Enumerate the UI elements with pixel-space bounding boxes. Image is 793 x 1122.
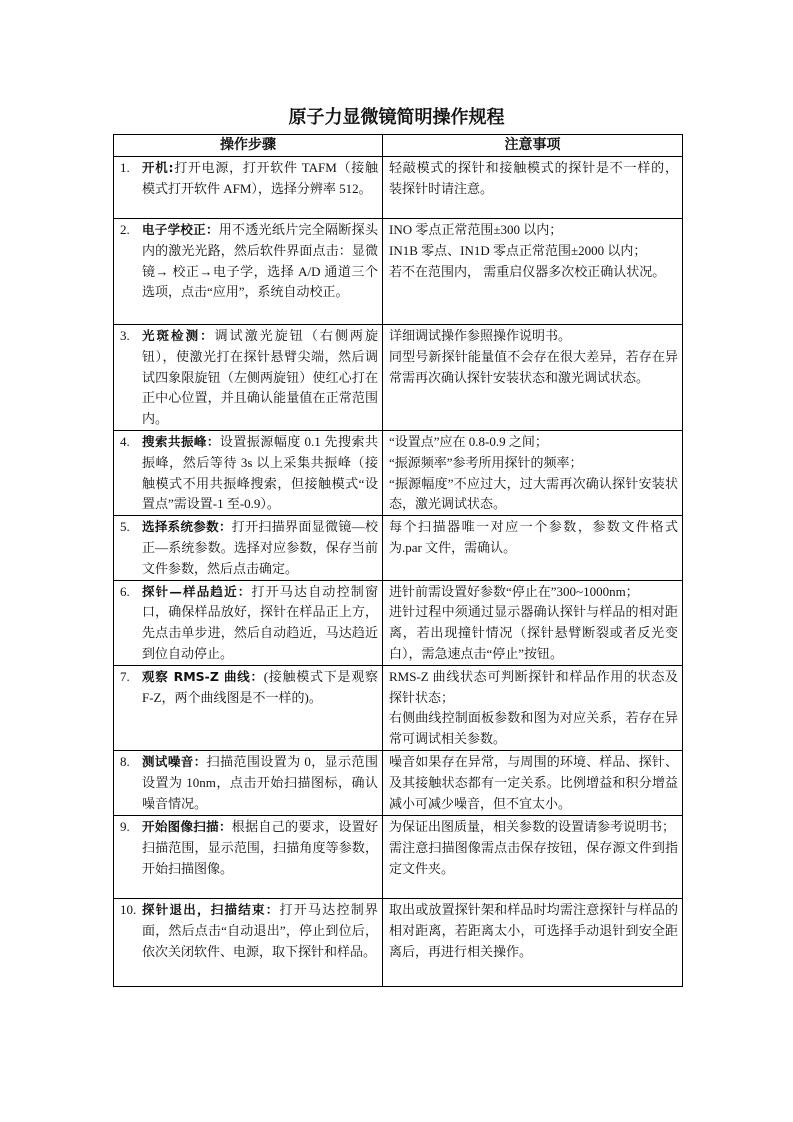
table-row: [114, 815, 683, 898]
notes-cell: [383, 157, 683, 219]
step: [120, 517, 378, 579]
note-line: “振源频率”参考所用探针的频率；: [389, 454, 583, 470]
table-row: [114, 665, 683, 750]
notes-cell: [383, 325, 683, 431]
step-title: 开机: [142, 160, 169, 175]
step: [120, 326, 378, 430]
note-line: 若不在范围内， 需重启仪器多次校正确认状况。: [389, 263, 666, 279]
step-text: 打开马达自动控制窗口，确保样品放好，探针在样品正上方，先点击单步进，然后自动趋近，马达趋近到位自动停止。: [142, 583, 378, 661]
step-cell: [114, 325, 383, 431]
note-line: “振源幅度”不应过大，过大需再次确认探针安装状态，激光调试状态。: [389, 475, 678, 512]
step-text: (接触模式下是观察 F-Z，两个曲线图是不一样的)。: [142, 668, 378, 705]
procedure-table: [113, 134, 683, 987]
table-row: [114, 516, 683, 580]
table-row: [114, 157, 683, 219]
note-line: 进针前需设置好参数“停止在”300~1000nm；: [389, 583, 639, 599]
step: [120, 752, 378, 814]
step-title: 观察 RMS-Z 曲线: [142, 668, 251, 684]
step-separator: ：: [206, 433, 220, 449]
step-number: 8.: [120, 753, 130, 769]
step-text: 设置振源幅度 0.1 先搜索共振峰，然后等待 3s 以上采集共振峰（接触模式不用共振峰搜索，但接触模式“设置点”需设置-1 至-0.9）。: [142, 433, 378, 512]
step-separator: :: [168, 160, 174, 175]
step-cell: [114, 516, 383, 580]
step-title: 开始图像扫描: [142, 818, 219, 834]
step-cell: [114, 219, 383, 325]
note-line: 右侧曲线控制面板参数和图为对应关系，若存在异常可调试相关参数。: [389, 710, 678, 747]
step-number: 7.: [120, 668, 130, 684]
step-text: 调试激光旋钮（右侧两旋钮），使激光打在探针悬臂尖端，然后调试四象限旋钮（左侧两旋钮）使红心打在正中心位置，并且确认能量值在正常范围内。: [142, 328, 378, 427]
table-header-row: [114, 135, 683, 157]
note-line: 取出或放置探针架和样品时均需注意探针与样品的相对距离，若距离太小，可选择手动退针到安全距离后，再进行相关操作。: [389, 901, 678, 959]
step-title: 探针—样品趋近: [142, 583, 238, 599]
table-row: [114, 325, 683, 431]
step-text: 打开电源，打开软件 TAFM（接触模式打开软件 AFM），选择分辨率 512。: [142, 160, 378, 196]
step: [120, 432, 378, 515]
step-separator: ：: [200, 328, 215, 343]
table-row: [114, 219, 683, 325]
step-text: 打开扫描界面显微镜—校正—系统参数。选择对应参数，保存当前文件参数，然后点击确定。: [142, 519, 378, 576]
notes-cell: [383, 815, 683, 898]
table-row: [114, 580, 683, 665]
step-separator: ：: [218, 519, 232, 535]
step-number: 1.: [120, 160, 130, 175]
step: [120, 582, 378, 665]
step-cell: [114, 580, 383, 665]
note-line: RMS-Z 曲线状态可判断探针和样品作用的状态及探针状态；: [389, 668, 678, 705]
note-line: 进针过程中须通过显示器确认探针与样品的相对距离，若出现撞针情况（探针悬臂断裂或者反光变白），需急速点击“停止”按钮。: [389, 604, 678, 661]
step-text: 扫描范围设置为 0，显示范围设置为 10nm，点击开始扫描图标，确认噪音情况。: [142, 753, 378, 811]
step: [120, 667, 378, 709]
step-number: 5.: [120, 519, 130, 535]
header-notes: 注意事项: [383, 135, 683, 157]
step-title: 光斑检测: [142, 328, 201, 343]
step-separator: ：: [193, 753, 207, 769]
notes-cell: [383, 580, 683, 665]
note-line: INO 零点正常范围±300 以内；: [389, 222, 563, 237]
table-row: [114, 898, 683, 986]
note-line: 噪音如果存在异常，与周围的环境、样品、探针、及其接触状态都有一定关系。比例增益和积分增益减小可减少噪音，但不宜太小。: [389, 753, 678, 811]
step-title: 电子学校正: [142, 222, 206, 237]
table-row: [114, 750, 683, 815]
step-separator: ：: [205, 222, 219, 237]
step-number: 3.: [120, 328, 130, 343]
note-line: 为保证出图质量，相关参数的设置请参考说明书；: [389, 818, 676, 834]
notes-cell: [383, 430, 683, 515]
step-title: 搜索共振峰: [142, 433, 207, 449]
step-title: 选择系统参数: [142, 519, 219, 535]
step-text: 打开马达控制界面，然后点击“自动退出”，停止到位后，依次关闭软件、电源，取下探针和样品。: [142, 901, 378, 959]
notes-cell: [383, 750, 683, 815]
step-separator: ：: [250, 668, 264, 684]
step-cell: [114, 898, 383, 986]
step-number: 10.: [120, 901, 137, 917]
step-separator: ：: [218, 818, 232, 834]
note-line: 同型号新探针能量值不会存在很大差异，若存在异常需再次确认探针安装状态和激光调试状态。: [389, 348, 678, 385]
note-line: IN1B 零点、IN1D 零点正常范围±2000 以内；: [389, 242, 647, 258]
note-line: 每个扫描器唯一对应一个参数，参数文件格式为.par 文件，需确认。: [389, 519, 678, 555]
step-title: 测试噪音: [142, 753, 194, 769]
step-number: 9.: [120, 818, 130, 834]
step-cell: [114, 815, 383, 898]
notes-cell: [383, 516, 683, 580]
note-line: 需注意扫描图像需点击保存按钮，保存源文件到指定文件夹。: [389, 839, 678, 876]
step-text: 根据自己的要求，设置好扫描范围，显示范围，扫描角度等参数，开始扫描图像。: [142, 818, 378, 876]
step-number: 6.: [120, 583, 130, 599]
note-line: 详细调试操作参照操作说明书。: [389, 328, 572, 343]
step-cell: [114, 430, 383, 515]
step: [120, 220, 378, 303]
step-number: 2.: [120, 222, 130, 237]
step: [120, 158, 378, 200]
document-title: 原子力显微镜简明操作规程: [288, 107, 505, 128]
notes-cell: [383, 219, 683, 325]
header-steps: 操作步骤: [114, 135, 383, 157]
step-cell: [114, 665, 383, 750]
step: [120, 817, 378, 879]
notes-cell: [383, 898, 683, 986]
step-separator: ：: [265, 901, 280, 917]
step-number: 4.: [120, 433, 130, 449]
notes-cell: [383, 665, 683, 750]
step-cell: [114, 750, 383, 815]
step-text: 用不透光纸片完全隔断探头内的激光光路，然后软件界面点击：显微镜→ 校正→电子学，选择 A/D 通道三个选项，点击“应用”，系统自动校正。: [142, 222, 378, 300]
step-cell: [114, 157, 383, 219]
step: [120, 900, 378, 962]
step-title: 探针退出，扫描结束: [142, 901, 266, 917]
note-line: “设置点”应在 0.8-0.9 之间；: [389, 433, 548, 449]
table-row: [114, 430, 683, 515]
step-separator: ：: [237, 583, 252, 599]
note-line: 轻敲模式的探针和接触模式的探针是不一样的， 装探针时请注意。: [389, 160, 678, 196]
